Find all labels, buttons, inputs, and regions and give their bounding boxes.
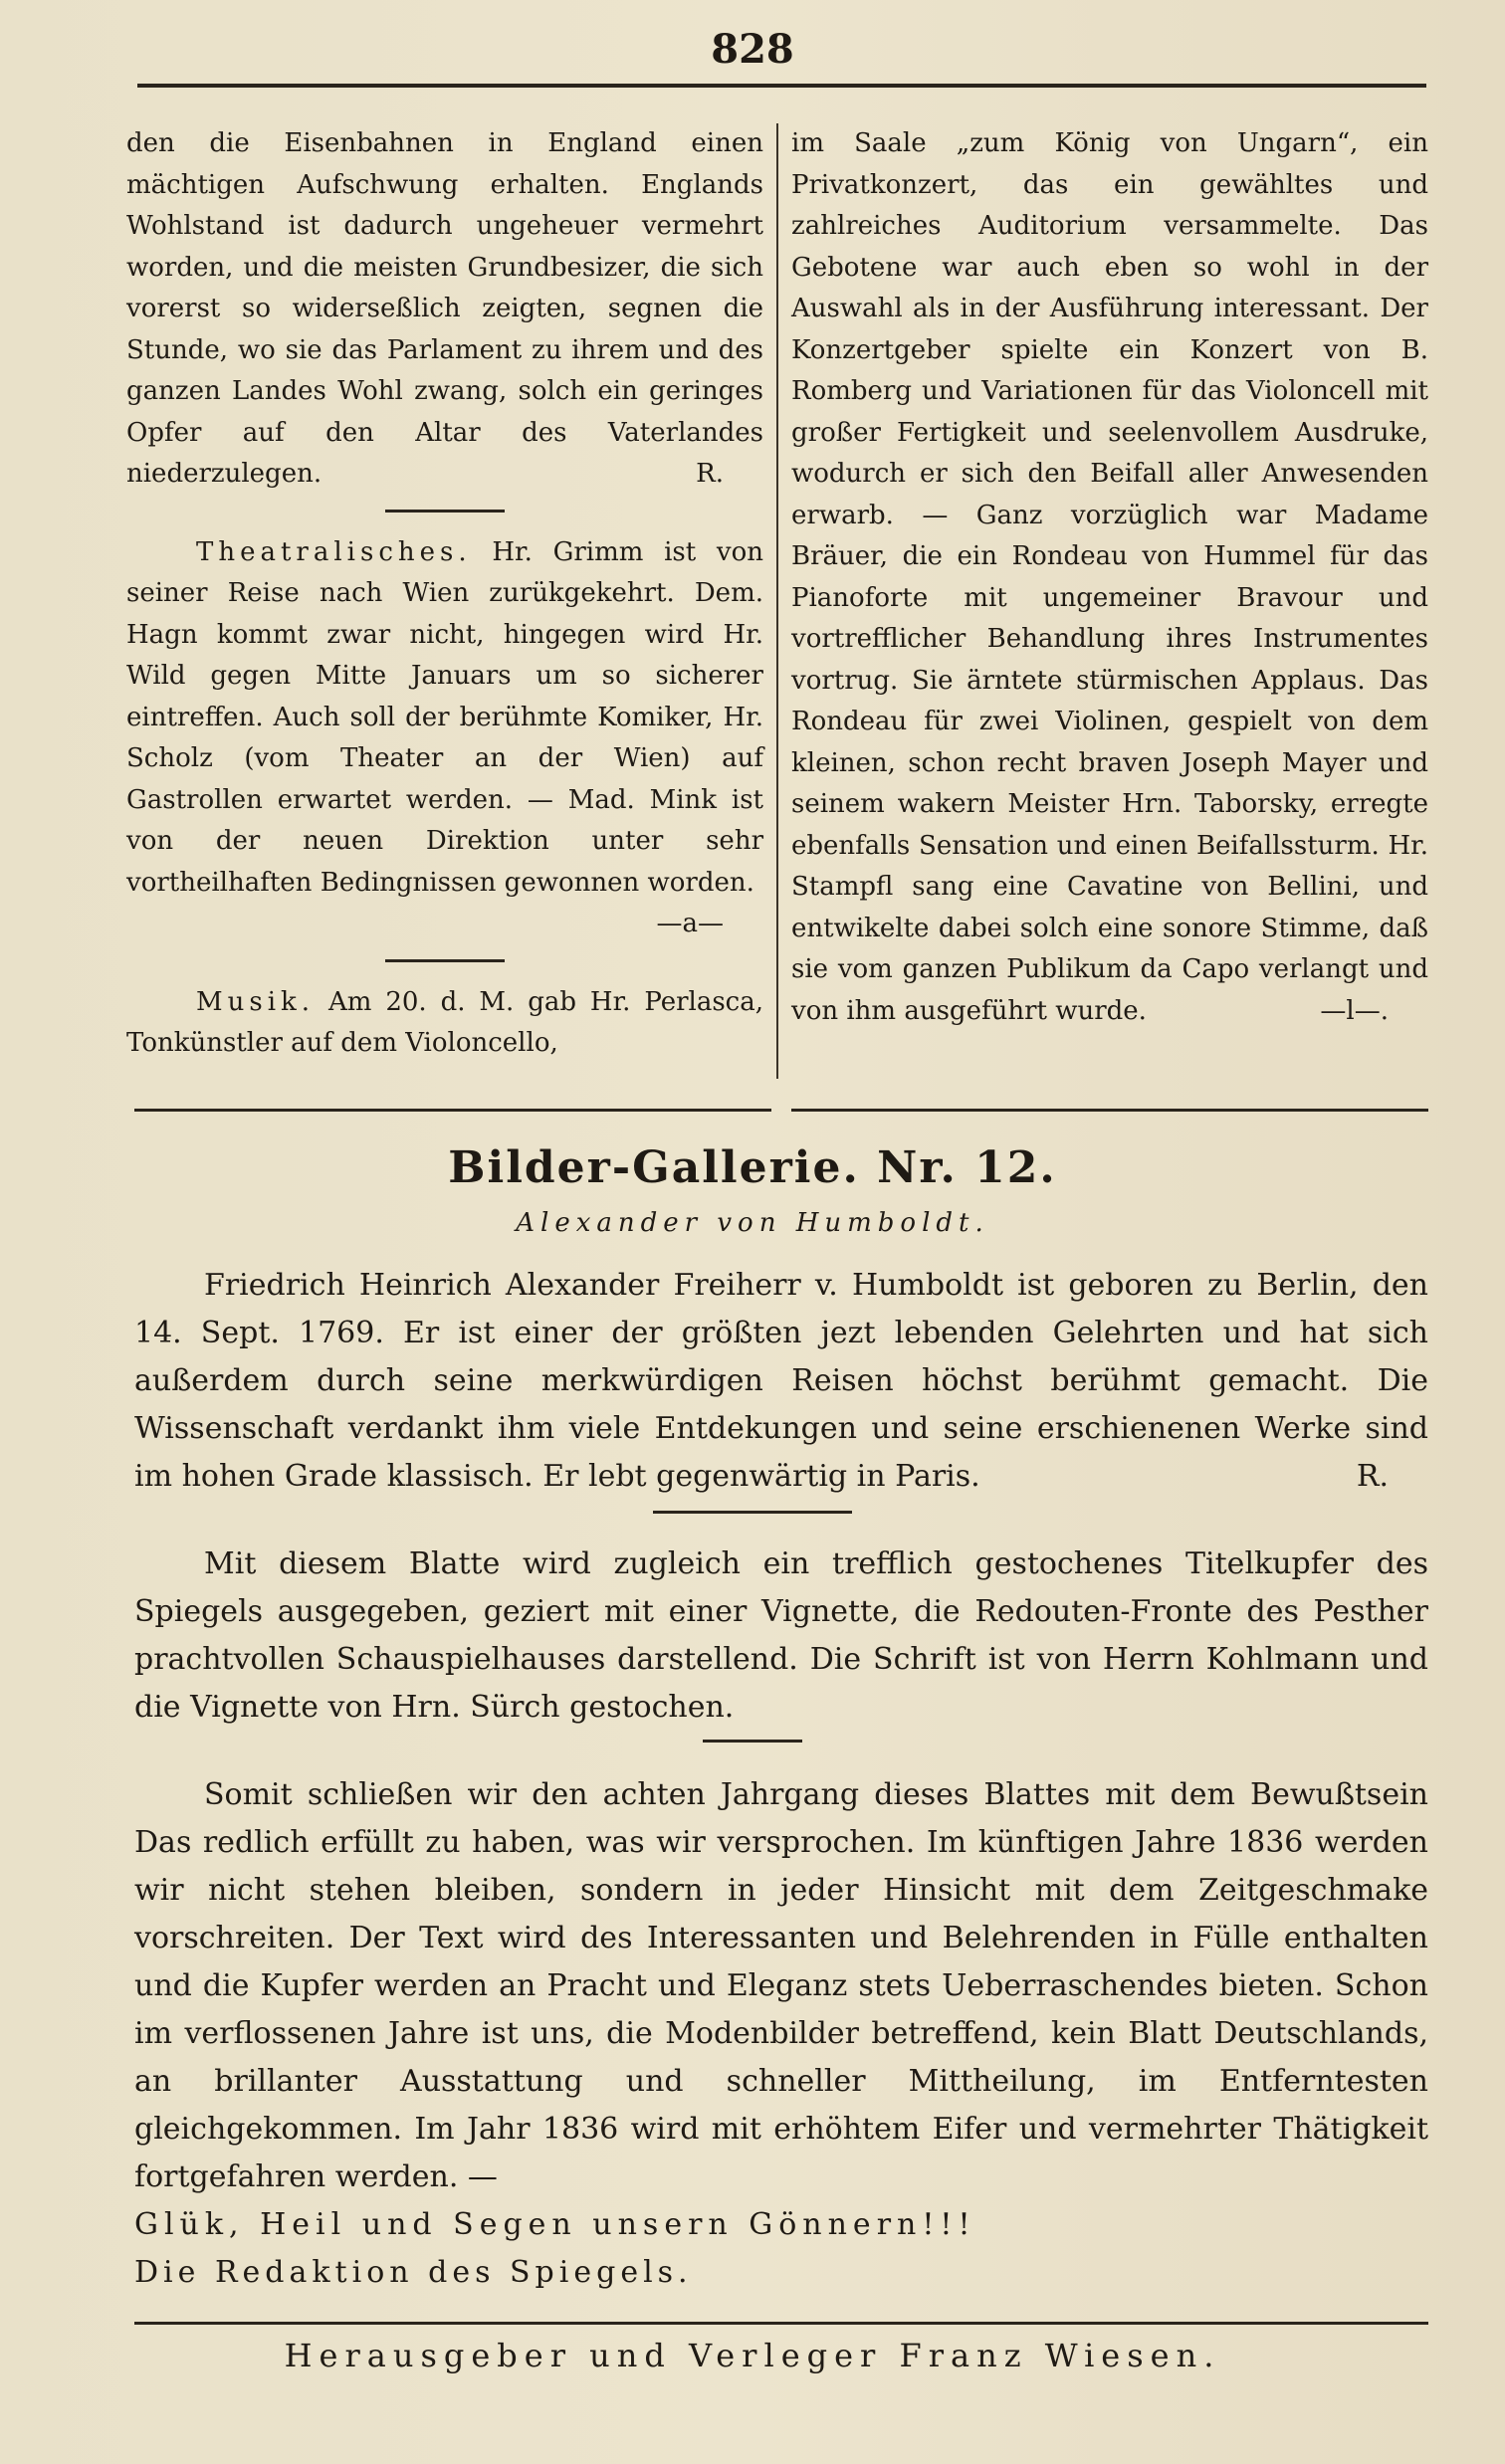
section-divider [385, 510, 505, 513]
section-divider [385, 959, 505, 962]
announcement-text: Mit diesem Blatte wird zugleich ein trefflich gestochenes Titelkupfer des Spiegels ausgegeben, geziert mit einer Vignette, die Redouten-Fronte des Pesther prachtvollen Schauspielhauses darstellend. Die Schrift ist von Herrn Kohlmann und die Vignette von Hrn. Sürch gestochen. [134, 1546, 1428, 1725]
music-heading: Musik. [196, 986, 316, 1017]
theatre-body: Hr. Grimm ist von seiner Reise nach Wien zurükgekehrt. Dem. Hagn kommt zwar nicht, hingegen wird Hr. Wild gegen Mitte Januars um so sicherer eintreffen. Auch soll der berühmte Komiker, Hr. Scholz (vom Theater an der Wien) auf Gastrollen erwartet werden. — Mad. Mink ist von der neuen Direktion unter sehr vortheilhaften Bedingnissen gewonnen worden. [126, 536, 764, 898]
closing-article [134, 1771, 1428, 2297]
railway-article-text: den die Eisenbahnen in England einen mächtigen Aufschwung erhalten. Englands Wohlstand ist dadurch ungeheuer vermehrt worden, und die meisten Grundbesizer, die sich vorerst so widerseßlich zeigten, segnen die Stunde, wo sie das Parlament zu ihrem und des ganzen Landes Wohl zwang, solch ein geringes Opfer auf den Altar des Vaterlandes niederzulegen. [126, 128, 763, 489]
gallery-title: Bilder-Gallerie. Nr. 12. [448, 1142, 1057, 1193]
section-divider [703, 1740, 802, 1743]
gallery-article [134, 1262, 1428, 1501]
theatre-heading: Theatralisches. [196, 536, 472, 567]
publisher-line: Herausgeber und Verleger Franz Wiesen. [284, 2337, 1221, 2374]
editorial-signature: Die Redaktion des Spiegels. [134, 2255, 693, 2290]
column-divider [776, 123, 778, 1079]
music-body-start: Am 20. d. M. gab Hr. Perlasca, Tonkünstler auf dem Violoncello, [126, 986, 763, 1058]
music-signature: —l—. [1320, 995, 1389, 1026]
humboldt-bio [134, 1262, 1428, 1501]
left-column [126, 123, 763, 1065]
music-article-start [126, 982, 763, 1065]
columns-end-rule-left [134, 1109, 771, 1112]
railway-article [126, 123, 763, 496]
header-rule [137, 84, 1426, 88]
closing-salute: Glük, Heil und Segen unsern Gönnern!!! [134, 2207, 976, 2242]
columns-end-rule-right [791, 1109, 1428, 1112]
right-column [791, 123, 1428, 1032]
closing-text: Somit schließen wir den achten Jahrgang dieses Blattes mit dem Bewußtsein Das redlich erfüllt zu haben, was wir versprochen. Im künftigen Jahre 1836 werden wir nicht stehen bleiben, sondern in jeder Hinsicht mit dem Zeitgeschmake vorschreiten. Der Text wird des Interessanten und Belehrenden in Fülle enthalten und die Kupfer werden an Pracht und Eleganz stets Ueberraschendes bieten. Schon im verflossenen Jahre ist uns, die Modenbilder betreffend, kein Blatt Deutschlands, an brillanter Ausstattung und schneller Mittheilung, im Entferntesten gleichgekommen. Im Jahr 1836 wird mit erhöhtem Eifer und vermehrter Thätigkeit fortgefahren werden. — [134, 1777, 1428, 2194]
section-divider [653, 1511, 852, 1514]
announcement-article [134, 1540, 1428, 1732]
theatre-signature: —a— [656, 909, 724, 938]
theatre-article [126, 532, 764, 938]
humboldt-bio-signature: R. [1356, 1459, 1389, 1494]
railway-article-signature: R. [696, 459, 724, 489]
page-number: 828 [711, 26, 794, 73]
gallery-subtitle: Alexander von Humboldt. [516, 1208, 989, 1238]
music-article-continued [791, 123, 1428, 1032]
music-body-continued: im Saale „zum König von Ungarn“, ein Privatkonzert, das ein gewähltes und zahlreiches Auditorium versammelte. Das Gebotene war auch eben so wohl in der Auswahl als in der Ausführung interessant. Der Konzertgeber spielte ein Konzert von B. Romberg und Variationen für das Violoncell mit großer Fertigkeit und seelenvollem Ausdruke, wodurch er sich den Beifall aller Anwesenden erwarb. — Ganz vorzüglich war Madame Bräuer, die ein Rondeau von Hummel für das Pianoforte mit ungemeiner Bravour und vortrefflicher Behandlung ihres Instrumentes vortrug. Sie ärntete stürmischen Applaus. Das Rondeau für zwei Violinen, gespielt von dem kleinen, schon recht braven Joseph Mayer und seinem wakern Meister Hrn. Taborsky, erregte ebenfalls Sensation und einen Beifallssturm. Hr. Stampfl sang eine Cavatine von Bellini, und entwikelte dabei solch eine sonore Stimme, daß sie vom ganzen Publikum da Capo verlangt und von ihm ausgeführt wurde. [791, 128, 1428, 1026]
footer-rule [134, 2322, 1428, 2325]
humboldt-bio-text: Friedrich Heinrich Alexander Freiherr v. Humboldt ist geboren zu Berlin, den 14. Sept. 1769. Er ist einer der größten jezt lebenden Gelehrten und hat sich außerdem durch seine merkwürdigen Reisen höchst berühmt gemacht. Die Wissenschaft verdankt ihm viele Entdekungen und seine erschienenen Werke sind im hohen Grade klassisch. Er lebt gegenwärtig in Paris. [134, 1268, 1428, 1494]
